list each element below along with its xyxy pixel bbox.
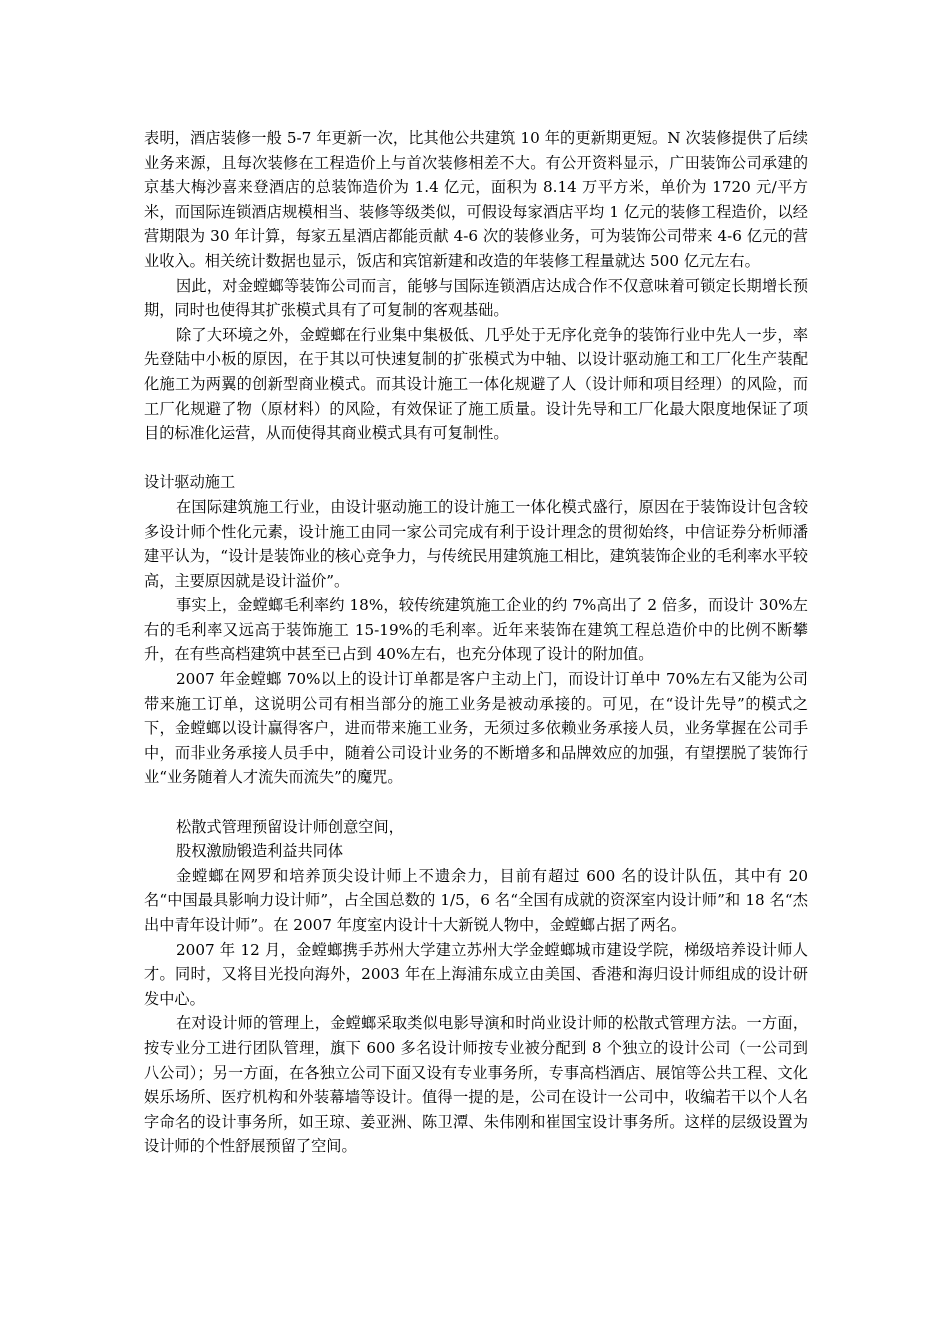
paragraph-designer-team: 金螳螂在网罗和培养顶尖设计师上不遗余力，目前有超过 600 名的设计队伍，其中有 20 名“中国最具影响力设计师”，占全国总数的 1/5，6 名“全国有成就的资深室内设计师”和 18 名“杰出中青年设计师”。在 2007 年度室内设计十大新锐人物中，金螳螂占据了两名。 [144,866,808,934]
paragraph-spacer [144,790,808,815]
section-heading-design-driven: 设计驱动施工 [144,473,236,492]
paragraph-hotel-renovation: 表明，酒店装修一般 5-7 年更新一次，比其他公共建筑 10 年的更新期更短。N 次装修提供了后续业务来源，且每次装修在工程造价上与首次装修相差不大。有公开资料显示，广田装饰公司承建的京基大梅沙喜来登酒店的总装饰造价为 1.4 亿元，面积为 8.14 万平方米，单价为 1720 元/平方米，而国际连锁酒店规模相当、装修等级类似，可假设每家酒店平均 1 亿元的装修工程造价，以经营期限为 30 年计算，每家五星酒店都能贡献 4-6 次的装修业务，可为装饰公司带来 4-6 亿元的营业收入。相关统计数据也显示，饭店和宾馆新建和改造的年装修工程量就达 500 亿元左右。 [144,129,808,270]
document-body [144,126,808,1159]
paragraph-design-construction: 在国际建筑施工行业，由设计驱动施工的设计施工一体化模式盛行，原因在于装饰设计包含较多设计师个性化元素，设计施工由同一家公司完成有利于设计理念的贯彻始终，中信证券分析师潘建平认为，“设计是装饰业的核心竞争力，与传统民用建筑施工相比，建筑装饰企业的毛利率水平较高，主要原因就是设计溢价”。 [144,497,808,590]
paragraph-gross-margin: 事实上，金螳螂毛利率约 18%，较传统建筑施工企业的约 7%高出了 2 倍多，而设计 30%左右的毛利率又远高于装饰施工 15-19%的毛利率。近年来装饰在建筑工程总造价中的比例不断攀升，在有些高档建筑中甚至已占到 40%左右，也充分体现了设计的附加值。 [144,596,808,664]
paragraph-design-orders: 2007 年金螳螂 70%以上的设计订单都是客户主动上门，而设计订单中 70%左右又能为公司带来施工订单，这说明公司有相当部分的施工业务是被动承接的。可见，在“设计先导”的模式之下，金螳螂以设计赢得客户，进而带来施工业务，无须过多依赖业务承接人员，业务掌握在公司手中，而非业务承接人员手中，随着公司设计业务的不断增多和品牌效应的加强，有望摆脱了装饰行业“业务随着人才流失而流失”的魔咒。 [144,670,808,787]
paragraph-spacer [144,446,808,471]
paragraph-conclusion: 因此，对金螳螂等装饰公司而言，能够与国际连锁酒店达成合作不仅意味着可锁定长期增长预期，同时也使得其扩张模式具有了可复制的客观基础。 [144,276,808,320]
paragraph-business-model: 除了大环境之外，金螳螂在行业集中集极低、几乎处于无序化竞争的装饰行业中先人一步，率先登陆中小板的原因，在于其以可快速复制的扩张模式为中轴、以设计驱动施工和工厂化生产装配化施工为两翼的创新型商业模式。而其设计施工一体化规避了人（设计师和项目经理）的风险，而工厂化规避了物（原材料）的风险，有效保证了施工质量。设计先导和工厂化最大限度地保证了项目的标准化运营，从而使得其商业模式具有可复制性。 [144,325,808,443]
section-heading-equity-incentive: 股权激励锻造利益共同体 [176,842,344,861]
section-heading-loose-management: 松散式管理预留设计师创意空间， [176,817,404,836]
paragraph-management: 在对设计师的管理上，金螳螂采取类似电影导演和时尚业设计师的松散式管理方法。一方面，按专业分工进行团队管理，旗下 600 多名设计师按专业被分配到 8 个独立的设计公司（一公司到八公司）；另一方面，在各独立公司下面又设有专业事务所，专事高档酒店、展馆等公共工程、文化娱乐场所、医疗机构和外装幕墙等设计。值得一提的是，公司在设计一公司中，收编若干以个人名字命名的设计事务所，如王琼、姜亚洲、陈卫潭、朱伟刚和崔国宝设计事务所。这样的层级设置为设计师的个性舒展预留了空间。 [144,1014,808,1156]
paragraph-college: 2007 年 12 月，金螳螂携手苏州大学建立苏州大学金螳螂城市建设学院，梯级培养设计师人才。同时，又将目光投向海外，2003 年在上海浦东成立由美国、香港和海归设计师组成的设计研发中心。 [144,940,808,1008]
